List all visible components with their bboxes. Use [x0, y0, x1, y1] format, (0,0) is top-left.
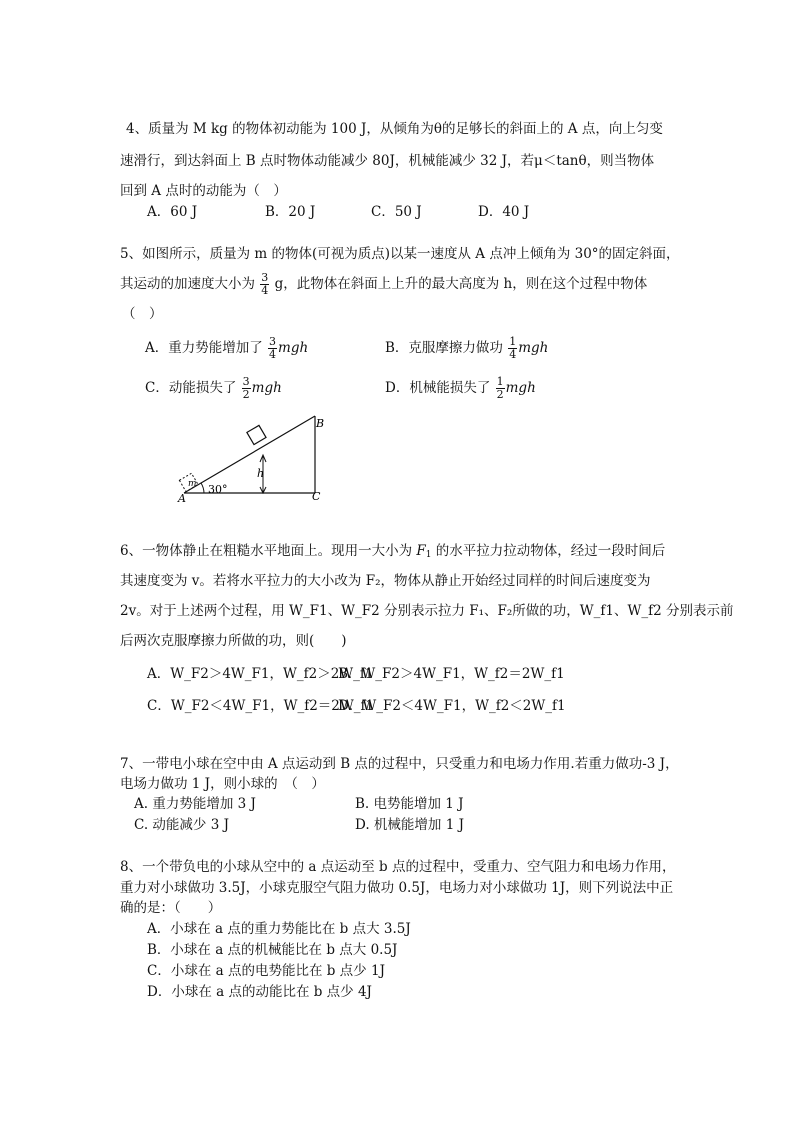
q5-line-3: （ ）: [122, 306, 163, 322]
q8-option-b: B．小球在 a 点的机械能比在 b 点大 0.5J: [147, 942, 398, 958]
label-m: m: [188, 479, 197, 489]
q7-option-d: D. 机械能增加 1 J: [355, 817, 465, 833]
label-angle: 30°: [208, 483, 228, 496]
label-c: C: [312, 490, 321, 503]
q4-line-2: 速滑行，到达斜面上 B 点时物体动能减少 80J，机械能减少 32 J，若μ＜tanθ，则当物体: [120, 153, 655, 169]
q8-option-c: C．小球在 a 点的电势能比在 b 点少 1J: [147, 963, 385, 979]
q5-option-d-fraction: [496, 376, 505, 401]
label-b: B: [316, 417, 325, 430]
q5-option-c-denominator: 2: [242, 388, 250, 401]
incline-slope-line: [184, 416, 315, 493]
q6-line-1-a: 6、一物体静止在粗糙水平地面上。现用一大小为: [120, 543, 417, 559]
q5-option-d-numerator: 1: [496, 375, 504, 388]
q6-line-4: 后两次克服摩擦力所做的功，则( ): [120, 633, 347, 649]
q5-option-a-denominator: 4: [269, 348, 277, 361]
q8-line-2: 重力对小球做功 3.5J，小球克服空气阻力做功 0.5J，电场力对小球做功 1J，则下列说法中正: [120, 880, 674, 896]
q4-option-d: D．40 J: [478, 204, 530, 220]
q5-option-b-numerator: 1: [509, 335, 517, 348]
angle-arc: [201, 483, 204, 493]
q6-line-3: 2v。对于上述两个过程，用 W_F1、W_F2 分别表示拉力 F₁、F₂所做的功，W_f1、W_f2 分别表示前: [120, 603, 734, 619]
q5-accel-denominator: 4: [261, 284, 269, 297]
q5-option-a-expr: mgh: [278, 340, 309, 356]
q5-line-2: [120, 272, 647, 297]
q7-line-2: 电场力做功 1 J，则小球的 （ ）: [120, 776, 325, 792]
q5-option-b-label: B．克服摩擦力做功: [385, 340, 503, 356]
q4-option-a: A．60 J: [147, 204, 198, 220]
q5-line-2-a: 其运动的加速度大小为: [120, 276, 255, 292]
q5-option-c-expr: mgh: [251, 380, 282, 396]
q5-option-b-denominator: 4: [509, 348, 517, 361]
q5-option-a-label: A．重力势能增加了: [145, 340, 263, 356]
q6-line-1-f: F: [416, 543, 426, 559]
q6-line-1-fsub: 1: [425, 550, 432, 560]
q5-option-d-denominator: 2: [496, 388, 504, 401]
q6-line-1-b: 的水平拉力拉动物体，经过一段时间后: [431, 543, 666, 559]
q5-option-c-label: C．动能损失了: [145, 380, 237, 396]
label-h: h: [257, 467, 265, 480]
q6-line-2: 其速度变为 v。若将水平拉力的大小改为 F₂，物体从静止开始经过同样的时间后速度变为: [120, 573, 651, 589]
q5-option-b-expr: mgh: [518, 340, 549, 356]
q5-accel-numerator: 3: [261, 271, 269, 284]
q7-option-a: A. 重力势能增加 3 J: [134, 796, 256, 812]
q5-option-a-fraction: [268, 336, 277, 361]
q4-option-b: B．20 J: [265, 204, 316, 220]
q8-line-3: 确的是：（ ）: [120, 900, 222, 916]
q5-option-c-fraction: [242, 376, 251, 401]
q4-option-c: C．50 J: [371, 204, 422, 220]
q4-line-1: 4、质量为 M kg 的物体初动能为 100 J，从倾角为θ的足够长的斜面上的 A 点，向上匀变: [126, 121, 663, 137]
q8-option-d: D．小球在 a 点的动能比在 b 点少 4J: [147, 984, 372, 1000]
q8-line-1: 8、一个带负电的小球从空中的 a 点运动至 b 点的过程中，受重力、空气阻力和电场力作用，: [120, 859, 676, 875]
q5-line-2-b: g，此物体在斜面上上升的最大高度为 h，则在这个过程中物体: [274, 276, 648, 292]
q6-option-d: D．W_F2＜4W_F1，W_f2＜2W_f1: [338, 698, 566, 714]
q7-option-b: B. 电势能增加 1 J: [355, 796, 464, 812]
q5-line-1: 5、如图所示，质量为 m 的物体(可视为质点)以某一速度从 A 点冲上倾角为 30°的固定斜面，: [120, 246, 680, 262]
q7-line-1: 7、一带电小球在空中由 A 点运动到 B 点的过程中，只受重力和电场力作用.若重力做功-3 J，: [120, 756, 679, 772]
q5-option-d: [385, 376, 536, 401]
q5-accel-fraction: [260, 272, 269, 297]
q6-line-1: [120, 542, 665, 564]
q5-option-b-fraction: [508, 336, 517, 361]
q5-option-a-numerator: 3: [269, 335, 277, 348]
q6-option-b: B．W_F2＞4W_F1，W_f2＝2W_f1: [338, 666, 565, 682]
q5-option-a: [145, 336, 308, 361]
q6-option-c: C．W_F2＜4W_F1，W_f2＝2W_f1: [147, 698, 375, 714]
q5-option-c: [145, 376, 282, 401]
q5-option-d-label: D．机械能损失了: [385, 380, 491, 396]
block-at-top: [247, 425, 266, 444]
q7-option-c: C. 动能减少 3 J: [134, 817, 230, 833]
q5-option-c-numerator: 3: [242, 375, 250, 388]
label-a: A: [178, 492, 186, 505]
q4-line-3: 回到 A 点时的动能为（ ）: [120, 183, 287, 199]
q8-option-a: A．小球在 a 点的重力势能比在 b 点大 3.5J: [147, 921, 411, 937]
q5-option-b: [385, 336, 548, 361]
incline-figure: [170, 410, 340, 510]
q6-option-a: A．W_F2＞4W_F1，W_f2＞2W_f1: [147, 666, 374, 682]
q5-option-d-expr: mgh: [505, 380, 536, 396]
